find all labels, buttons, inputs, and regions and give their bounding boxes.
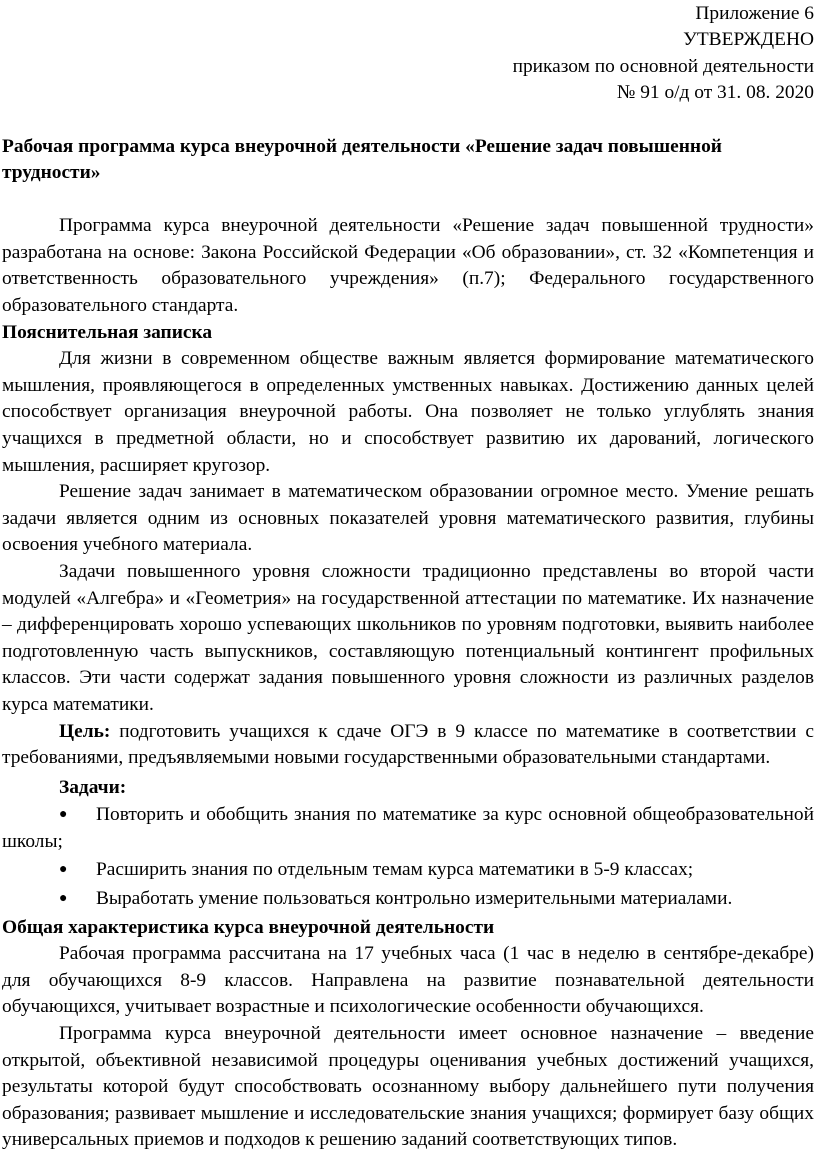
appendix-number: Приложение 6 <box>695 3 814 24</box>
bullet-dot-icon: ● <box>59 891 68 907</box>
list-item-text: Выработать умение пользоваться контрольно измерительными материалами. <box>96 888 733 910</box>
goal-paragraph <box>2 719 814 772</box>
paragraph: Рабочая программа рассчитана на 17 учебных часа (1 час в неделю в сентябре-декабре) для обучающихся 8-9 классов. Направлена на развитие познавательной деятельности обучающихся, учитывает возрастные и психологические особенности обучающихся. <box>2 943 814 1018</box>
section-heading-course-characteristics: Общая характеристика курса внеурочной деятельности <box>2 916 495 938</box>
paragraph: Решение задач занимает в математическом образовании огромное место. Умение решать задачи является одним из основных показателей уровня математического развития, глубины освоения учебного материала. <box>2 481 814 556</box>
list-item <box>2 802 814 855</box>
order-description: приказом по основной деятельности <box>512 55 814 77</box>
intro-paragraph: Программа курса внеурочной деятельности «Решение задач повышенной трудности» разработана на основе: Закона Российской Федерации «Об образовании», ст. 32 «Компетенция и ответственность образовательного учреждения» (п.7); Федерального государственного образовательного стандарта. <box>2 215 814 316</box>
list-item-text: Повторить и обобщить знания по математике за курс основной общеобразовательной школы; <box>2 804 814 852</box>
bullet-dot-icon: ● <box>59 807 68 823</box>
tasks-label: Задачи: <box>59 776 127 798</box>
paragraph: Задачи повышенного уровня сложности традиционно представлены во второй части модулей «Алгебра» и «Геометрия» на государственной аттестации по математике. Их назначение – дифференцировать хорошо успевающих школьников по уровням подготовки, выявить наиболее подготовленную часть выпускников, составляющую потенциальный контингент профильных классов. Эти части содержат задания повышенного уровня сложности из различных разделов курса математики. <box>2 560 814 715</box>
goal-label: Цель: <box>59 720 111 742</box>
list-item <box>2 886 814 913</box>
paragraph: Для жизни в современном обществе важным является формирование математического мышления, проявляющегося в определенных умственных навыках. Достижению данных целей способствует организация внеурочной работы. Она позволяет не только углублять знания учащихся в предметной области, но и способствует развитию их дарований, логического мышления, расширяет кругозор. <box>2 348 814 476</box>
approval-header <box>2 0 814 107</box>
section-heading-explanatory-note: Пояснительная записка <box>2 321 213 343</box>
goal-text: подготовить учащихся к сдаче ОГЭ в 9 классе по математике в соответствии с требованиями, предъявляемыми новыми государственными образовательными стандартами. <box>2 720 814 769</box>
list-item <box>2 857 814 884</box>
order-number-date: № 91 о/д от 31. 08. 2020 <box>616 82 814 104</box>
paragraph: Программа курса внеурочной деятельности имеет основное назначение – введение открытой, объективной независимой процедуры оценивания учебных достижений учащихся, результаты которой будут способствовать осознанному выбору дальнейшего пути получения образования; развивает мышление и исследовательские знания учащихся; формирует базу общих универсальных приемов и подходов к решению заданий соответствующих типов. <box>2 1023 814 1151</box>
document-title: Рабочая программа курса внеурочной деятельности «Решение задач повышенной трудности» <box>2 135 722 184</box>
bullet-dot-icon: ● <box>59 862 68 878</box>
approved-stamp-text: УТВЕРЖДЕНО <box>683 29 814 51</box>
list-item-text: Расширить знания по отдельным темам курса математики в 5-9 классах; <box>96 859 694 881</box>
tasks-list <box>2 802 814 912</box>
